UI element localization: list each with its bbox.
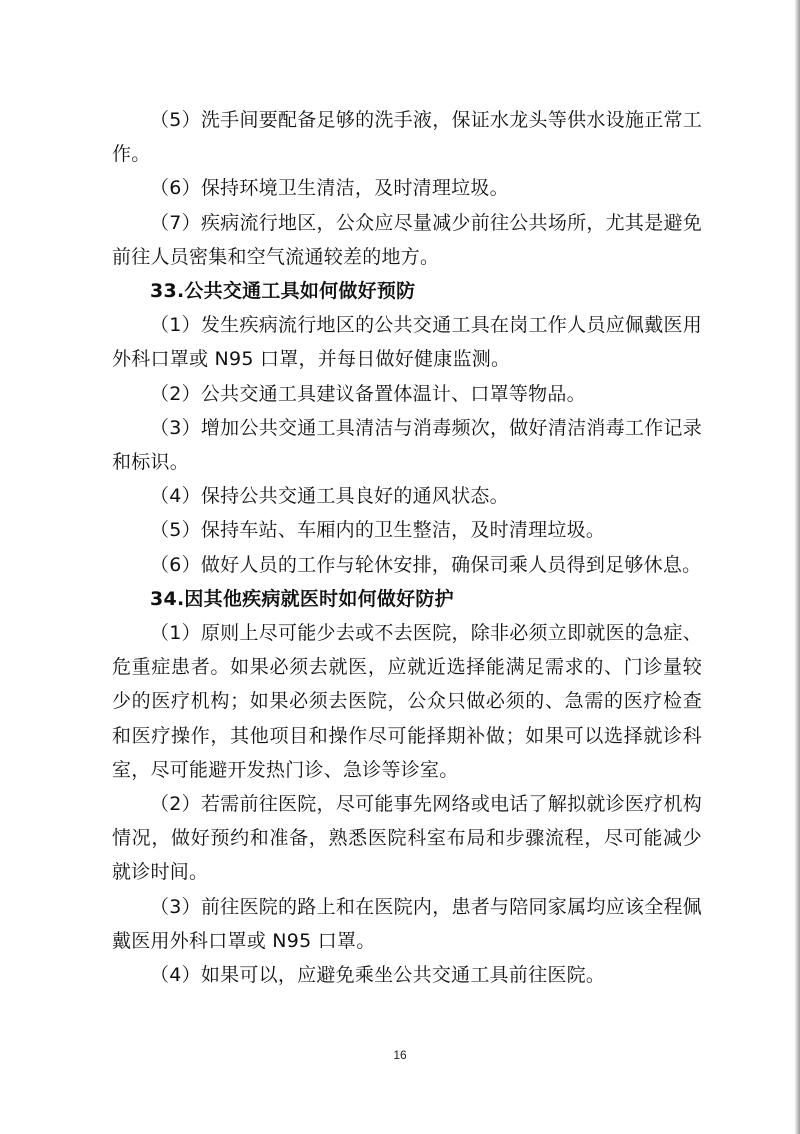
- item-4-avoid-transit: （4）如果可以，应避免乘坐公共交通工具前往医院。: [150, 964, 606, 987]
- item-3-disinfection: （3）增加公共交通工具清洁与消毒频次，做好清洁消毒工作记录和标识。: [112, 416, 702, 474]
- item-7-public-places: （7）疾病流行地区，公众应尽量减少前往公共场所，尤其是避免前往人员密集和空气流通较差的地方。: [112, 211, 702, 268]
- item-5-handwash: （5）洗手间要配备足够的洗手液，保证水龙头等供水设施正常工作。: [112, 109, 702, 166]
- item-3-wear-masks: （3）前往医院的路上和在医院内，患者与陪同家属均应该全程佩戴医用外科口罩或 N95 口罩。: [112, 895, 702, 952]
- item-2-supplies: （2）公共交通工具建议备置体温计、口罩等物品。: [150, 382, 586, 405]
- section-heading-33: 33.公共交通工具如何做好预防: [150, 280, 416, 303]
- item-2-appointment: （2）若需前往医院，尽可能事先网络或电话了解拟就诊医疗机构情况，做好预约和准备，熟悉医院科室布局和步骤流程，尽可能减少就诊时间。: [112, 793, 702, 884]
- document-body: [112, 103, 702, 992]
- item-6-staff-rest: （6）做好人员的工作与轮休安排，确保司乘人员得到足够休息。: [150, 553, 702, 576]
- item-1-avoid-hospital: （1）原则上尽可能少去或不去医院，除非必须立即就医的急症、危重症患者。如果必须去就医，应就近选择能满足需求的、门诊量较少的医疗机构；如果必须去医院，公众只做必须的、急需的医疗检查和医疗操作，其他项目和操作尽可能择期补做；如果可以选择就诊科室，尽可能避开发热门诊、急诊等诊室。: [112, 622, 702, 781]
- item-6-hygiene: （6）保持环境卫生清洁，及时清理垃圾。: [150, 177, 509, 200]
- item-5-station-cleaning: （5）保持车站、车厢内的卫生整洁，及时清理垃圾。: [150, 519, 606, 542]
- page-number: 16: [393, 1048, 407, 1062]
- scan-edge-shadow: [795, 0, 800, 1134]
- section-heading-34: 34.因其他疾病就医时如何做好防护: [150, 587, 454, 610]
- item-4-ventilation: （4）保持公共交通工具良好的通风状态。: [150, 485, 509, 508]
- item-1-staff-masks: （1）发生疾病流行地区的公共交通工具在岗工作人员应佩戴医用外科口罩或 N95 口罩，并每日做好健康监测。: [112, 314, 702, 371]
